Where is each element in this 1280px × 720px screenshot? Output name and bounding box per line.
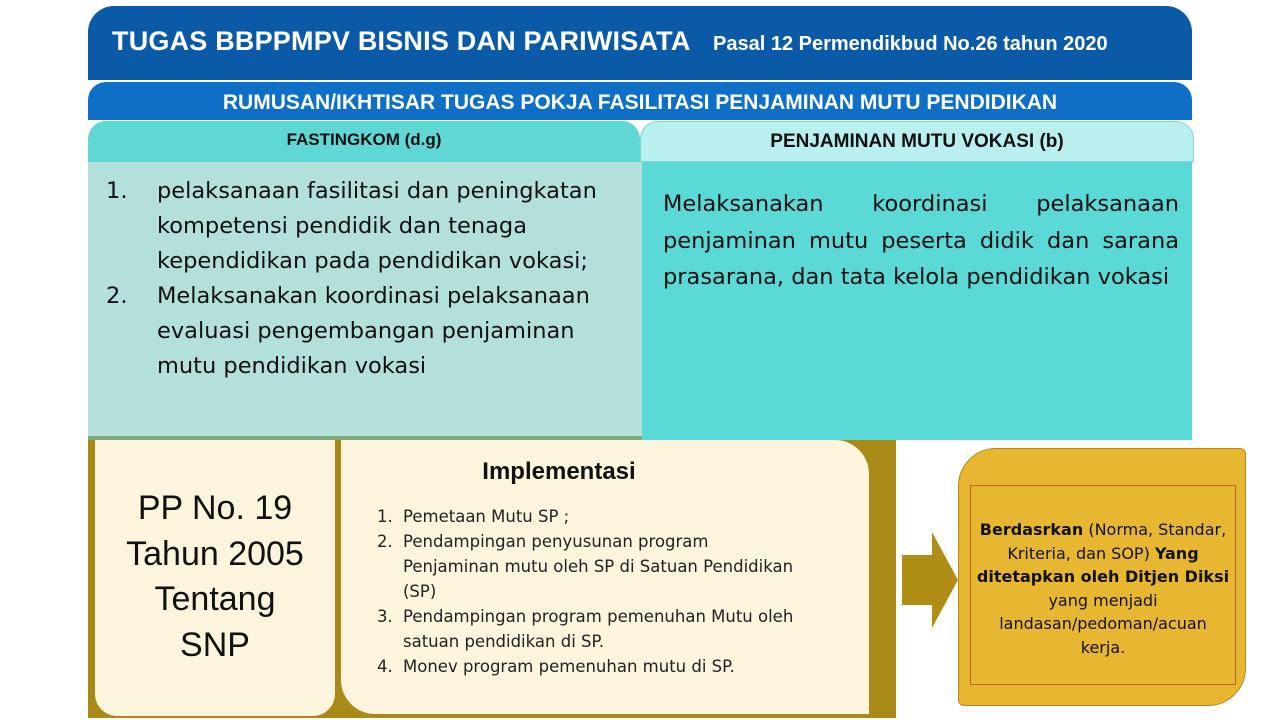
pp-reference-box <box>95 440 335 716</box>
list-item-number: 2. <box>106 283 128 309</box>
dasar-text-normal: (Norma, Standar, Kriteria, dan SOP) <box>1007 520 1227 563</box>
dasar-text-bold: Berdasrkan <box>979 520 1084 539</box>
tab-penjaminan-mutu-vokasi: PENJAMINAN MUTU VOKASI (b) <box>640 121 1194 162</box>
page-subtitle: Pasal 12 Permendikbud No.26 tahun 2020 <box>713 33 1108 55</box>
list-item-text: Pendampingan program pemenuhan Mutu oleh satuan pendidikan di SP. <box>403 607 794 651</box>
list-item-text: Pemetaan Mutu SP ; <box>403 507 570 526</box>
list-item <box>106 279 636 384</box>
section-heading: RUMUSAN/IKHTISAR TUGAS POKJA FASILITASI PENJAMINAN MUTU PENDIDIKAN <box>88 82 1192 120</box>
dasar-text-normal: yang menjadi landasan/pedoman/acuan kerja. <box>999 590 1207 657</box>
list-item-number: 1. <box>377 507 393 526</box>
arrow-right-icon <box>900 530 960 630</box>
list-item-number: 3. <box>377 607 393 626</box>
pp-line: PP No. 19 <box>137 489 293 527</box>
implementasi-list <box>377 504 797 679</box>
page-title: TUGAS BBPPMPV BISNIS DAN PARIWISATA <box>112 26 691 56</box>
dasar-text-bold: Yang ditetapkan oleh Ditjen Diksi <box>976 543 1230 586</box>
dasar-text <box>975 518 1231 659</box>
penjaminan-mutu-panel <box>642 162 1192 440</box>
list-item-number: 1. <box>106 178 128 204</box>
list-item-number: 2. <box>377 532 393 551</box>
list-item-text: pelaksanaan fasilitasi dan peningkatan kompetensi pendidik dan tenaga kependidikan pada pendidikan vokasi; <box>157 178 597 274</box>
implementasi-box <box>341 440 869 714</box>
pp-line: SNP <box>180 625 250 664</box>
fastingkom-panel <box>88 162 642 440</box>
list-item-number: 4. <box>377 657 393 676</box>
list-item <box>377 654 797 679</box>
fastingkom-list <box>106 174 636 384</box>
list-item <box>377 529 797 604</box>
list-item <box>377 504 797 529</box>
list-item <box>106 174 636 279</box>
list-item <box>377 604 797 654</box>
pp-line: Tahun 2005 <box>126 534 304 573</box>
penjaminan-mutu-text: Melaksanakan koordinasi pelaksanaan penjaminan mutu peserta didik dan sarana prasarana, dan tata kelola pendidikan vokasi <box>663 191 1179 290</box>
list-item-text: Melaksanakan koordinasi pelaksanaan evaluasi pengembangan penjaminan mutu pendidikan vokasi <box>157 283 590 379</box>
implementasi-title: Implementasi <box>482 458 636 485</box>
pp-line: Tentang <box>154 580 276 618</box>
list-item-text: Pendampingan penyusunan program Penjaminan mutu oleh SP di Satuan Pendidikan (SP) <box>403 532 794 601</box>
list-item-text: Monev program pemenuhan mutu di SP. <box>403 657 735 676</box>
header-banner <box>88 6 1192 80</box>
tab-fastingkom: FASTINGKOM (d.g) <box>88 121 640 162</box>
pp-reference-text <box>95 486 335 668</box>
dasar-card-inner <box>970 485 1236 685</box>
